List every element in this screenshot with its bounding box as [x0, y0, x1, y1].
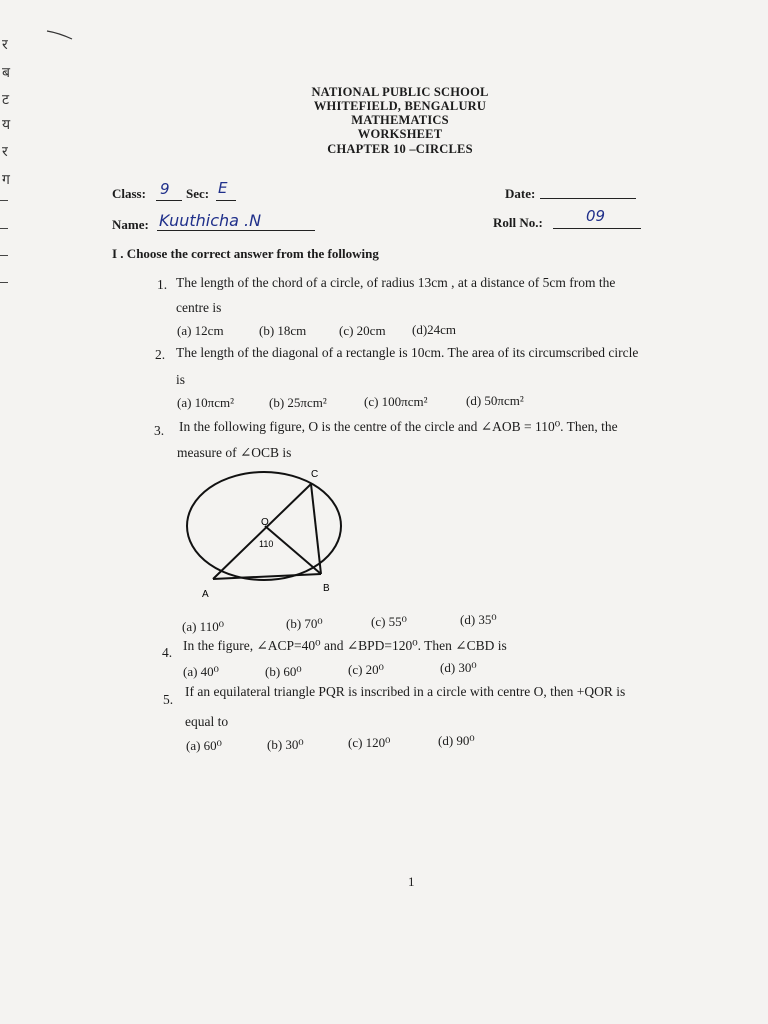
question-text: centre is: [176, 300, 222, 315]
option: (d) 30⁰: [440, 660, 477, 675]
label-a: A: [202, 589, 209, 600]
margin-tick: [0, 200, 8, 201]
label-o: O: [261, 517, 269, 528]
sec-label: Sec:: [186, 186, 210, 201]
segment-ac: [213, 484, 311, 579]
option: (b) 25πcm²: [269, 395, 327, 410]
question-text: The length of the diagonal of a rectangle is 10cm. The area of its circumscribed circle: [176, 345, 639, 360]
option: (b) 18cm: [259, 323, 307, 338]
roll-value: 09: [586, 207, 606, 225]
margin-tick: [0, 282, 8, 283]
option: (a) 12cm: [177, 323, 224, 338]
question-number: 4.: [162, 645, 173, 660]
margin-mark: र: [2, 144, 8, 160]
name-field: [157, 211, 315, 231]
option: (a) 10πcm²: [177, 395, 235, 410]
option: (b) 30⁰: [267, 737, 304, 752]
question-text: If an equilateral triangle PQR is inscribed in a circle with centre O, then +QOR is: [185, 684, 626, 699]
option: (b) 60⁰: [265, 664, 302, 679]
circle-figure: [175, 463, 365, 608]
option: (a) 40⁰: [183, 664, 219, 679]
question-text: measure of ∠OCB is: [177, 445, 292, 460]
worksheet-title: WORKSHEET: [357, 127, 443, 141]
school-location: WHITEFIELD, BENGALURU: [313, 99, 487, 113]
option: (a) 60⁰: [186, 738, 222, 753]
question-text: The length of the chord of a circle, of radius 13cm , at a distance of 5cm from the: [176, 275, 616, 290]
roll-label: Roll No.:: [493, 215, 543, 230]
class-value: 9: [160, 180, 170, 198]
section-heading: I . Choose the correct answer from the following: [112, 246, 379, 261]
segment-cb: [311, 484, 321, 574]
name-value: Kuuthicha .N: [159, 211, 262, 230]
margin-mark: ग: [2, 172, 10, 188]
chapter-title: CHAPTER 10 –CIRCLES: [327, 142, 473, 156]
margin-mark: ट: [2, 92, 10, 108]
option: (c) 20⁰: [348, 662, 384, 677]
label-b: B: [323, 583, 330, 594]
option: (d) 35⁰: [460, 612, 497, 627]
question-number: 3.: [154, 423, 165, 438]
page-number: 1: [408, 874, 415, 889]
question-text: In the following figure, O is the centre of the circle and ∠AOB = 110⁰. Then, the: [179, 419, 618, 434]
date-label: Date:: [505, 186, 536, 201]
label-angle: 110: [259, 539, 274, 549]
option: (b) 70⁰: [286, 616, 323, 631]
question-text: is: [176, 372, 186, 387]
class-field: [156, 180, 182, 201]
margin-tick: [0, 228, 8, 229]
roll-field: [553, 207, 641, 229]
option: (d)24cm: [412, 322, 457, 337]
margin-mark: ब: [2, 65, 10, 81]
question-number: 5.: [163, 692, 174, 707]
date-field: [540, 182, 636, 199]
question-number: 1.: [157, 277, 168, 292]
question-number: 2.: [155, 347, 166, 362]
corner-pen-stroke: [45, 28, 75, 42]
option: (c) 20cm: [339, 323, 386, 338]
sec-value: E: [218, 179, 228, 197]
school-name: NATIONAL PUBLIC SCHOOL: [311, 85, 489, 99]
margin-mark: र: [2, 37, 8, 53]
segment-ob: [265, 526, 321, 574]
option: (c) 100πcm²: [364, 394, 428, 409]
margin-mark: य: [2, 117, 11, 133]
margin-tick: [0, 255, 8, 256]
option: (d) 50πcm²: [466, 393, 524, 408]
sec-field: [216, 179, 236, 201]
option: (c) 55⁰: [371, 614, 407, 629]
question-text: In the figure, ∠ACP=40⁰ and ∠BPD=120⁰. Then ∠CBD is: [183, 638, 507, 653]
option: (a) 110⁰: [182, 619, 224, 634]
class-label: Class:: [112, 186, 146, 201]
label-c: C: [311, 469, 319, 480]
name-label: Name:: [112, 217, 149, 232]
option: (c) 120⁰: [348, 735, 391, 750]
subject-title: MATHEMATICS: [351, 113, 449, 127]
option: (d) 90⁰: [438, 733, 475, 748]
question-text: equal to: [185, 714, 229, 729]
